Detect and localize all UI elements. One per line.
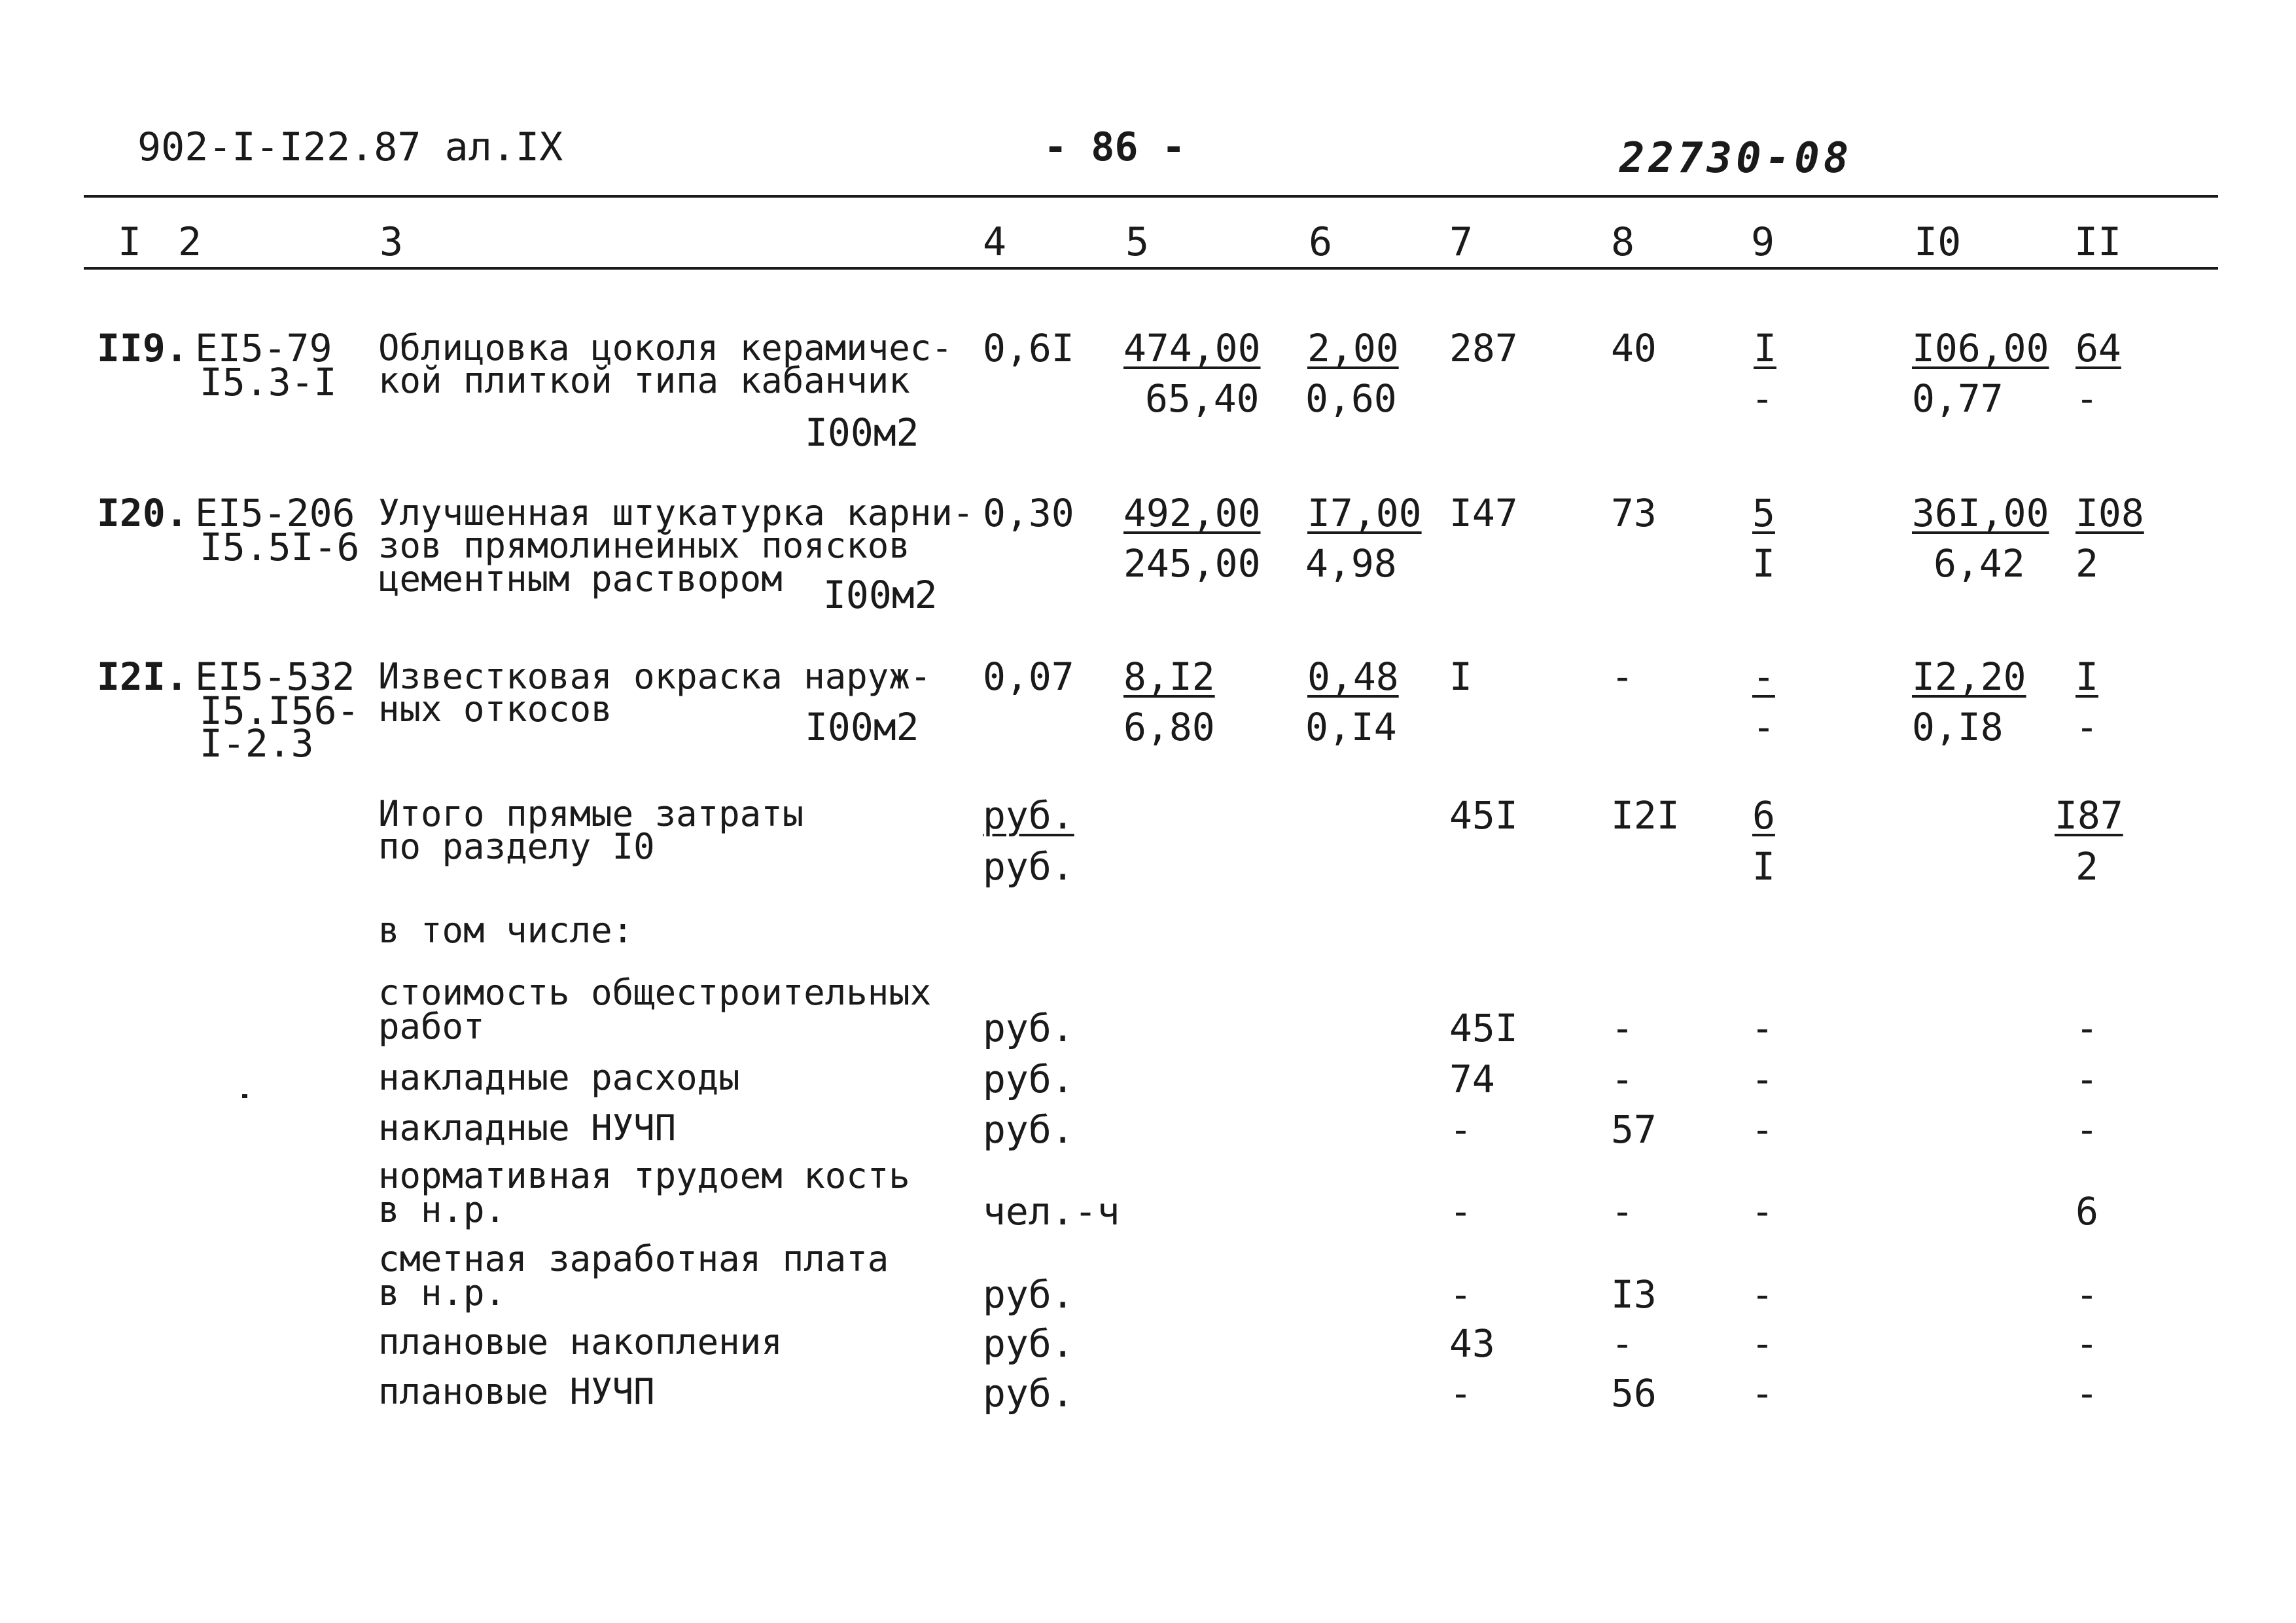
breakdown-col11: - (2075, 1321, 2098, 1366)
col8-value: 73 (1611, 491, 1657, 535)
row-number: I2I. (97, 654, 188, 699)
col9-top: I (1754, 326, 1776, 370)
norm-code: ЕI5-79 (195, 326, 332, 370)
breakdown-col11: - (2075, 1006, 2098, 1050)
unit-cost: 8,I2 (1123, 654, 1215, 699)
breakdown-unit: руб. (983, 1272, 1074, 1317)
total-label: по разделу I0 (378, 826, 655, 867)
breakdown-unit: руб. (983, 1107, 1074, 1152)
total-col11-top: I87 (2055, 793, 2123, 838)
machine-wage: 4,98 (1305, 541, 1397, 586)
col-header-2: 2 (178, 219, 202, 265)
norm-code: I-2.3 (200, 721, 314, 766)
breakdown-col8: 56 (1611, 1371, 1657, 1416)
breakdown-col7: - (1449, 1272, 1472, 1317)
breakdown-label: нормативная трудоем кость (378, 1155, 910, 1196)
row-number: I20. (97, 491, 188, 535)
col8-value: - (1611, 654, 1634, 699)
total-cost: I47 (1449, 491, 1518, 535)
norm-code: I5.3-I (200, 360, 337, 404)
breakdown-col11: 6 (2075, 1189, 2098, 1234)
col-header-8: 8 (1611, 219, 1635, 265)
col-header-5: 5 (1125, 219, 1150, 265)
machine-wage: 0,I4 (1305, 705, 1397, 749)
total-col9-bottom: I (1752, 844, 1775, 889)
breakdown-col9: - (1751, 1371, 1774, 1416)
breakdown-label: стоимость общестроительных (378, 972, 932, 1013)
breakdown-unit: руб. (983, 1057, 1074, 1101)
measure-unit: I00м2 (805, 410, 919, 455)
total-col11-bottom: 2 (2075, 844, 2098, 889)
document-code: 902-I-I22.87 ал.IX (137, 124, 563, 170)
measure-unit: I00м2 (805, 705, 919, 749)
col11-bottom: - (2075, 705, 2098, 749)
breakdown-col7: 45I (1449, 1006, 1518, 1050)
breakdown-unit: чел.-ч (983, 1189, 1120, 1234)
breakdown-label: работ (378, 1006, 485, 1047)
col10-top: I2,20 (1912, 654, 2026, 699)
total-col8: I2I (1611, 793, 1680, 838)
col-header-1: I (118, 219, 142, 265)
total-col9-top: 6 (1752, 793, 1775, 838)
breakdown-col9: - (1751, 1107, 1774, 1152)
work-description: зов прямолинейных поясков (378, 525, 910, 566)
unit-cost: 492,00 (1123, 491, 1261, 535)
total-cost: 287 (1449, 326, 1518, 370)
breakdown-col11: - (2075, 1057, 2098, 1101)
breakdown-col8: - (1611, 1321, 1634, 1366)
col-header-7: 7 (1449, 219, 1474, 265)
breakdown-col11: - (2075, 1107, 2098, 1152)
breakdown-label: плановые накопления (378, 1321, 783, 1363)
col-header-3: 3 (380, 219, 404, 265)
breakdown-col8: 57 (1611, 1107, 1657, 1152)
breakdown-col9: - (1751, 1057, 1774, 1101)
norm-code: ЕI5-532 (195, 654, 355, 699)
norm-code: I5.5I-6 (200, 525, 360, 569)
breakdown-label: в н.р. (378, 1189, 506, 1230)
breakdown-col7: 43 (1449, 1321, 1495, 1366)
col9-top: - (1752, 654, 1775, 699)
breakdown-col7: - (1449, 1189, 1472, 1234)
work-description: ных откосов (378, 688, 612, 730)
col9-bottom: - (1752, 705, 1775, 749)
col10-bottom: 0,I8 (1912, 705, 2004, 749)
breakdown-label: сметная заработная плата (378, 1238, 889, 1279)
quantity: 0,07 (983, 654, 1074, 699)
including-label: в том числе: (378, 910, 634, 951)
breakdown-col8: - (1611, 1189, 1634, 1234)
document-number: 22730-08 (1619, 134, 1853, 183)
col10-bottom: 0,77 (1912, 376, 2004, 421)
col10-top: I06,00 (1912, 326, 2049, 370)
col-header-6: 6 (1309, 219, 1333, 265)
unit-wage: 245,00 (1123, 541, 1261, 586)
quantity: 0,6I (983, 326, 1074, 370)
col-header-11: II (2074, 219, 2122, 265)
col8-value: 40 (1611, 326, 1657, 370)
col10-top: 36I,00 (1912, 491, 2049, 535)
work-description: Улучшенная штукатурка карни- (378, 492, 974, 533)
norm-code: ЕI5-206 (195, 491, 355, 535)
breakdown-label: накладные расходы (378, 1057, 740, 1098)
breakdown-col9: - (1751, 1006, 1774, 1050)
header-rule (84, 267, 2218, 270)
breakdown-col11: - (2075, 1371, 2098, 1416)
breakdown-label: плановые НУЧП (378, 1371, 655, 1412)
breakdown-col8: - (1611, 1057, 1634, 1101)
quantity: 0,30 (983, 491, 1074, 535)
norm-code: I5.I56- (200, 688, 360, 733)
breakdown-col11: - (2075, 1272, 2098, 1317)
col11-top: I08 (2075, 491, 2144, 535)
total-label: Итого прямые затраты (378, 793, 804, 834)
scan-speck (242, 1094, 247, 1098)
machine-cost: 2,00 (1307, 326, 1399, 370)
col11-bottom: 2 (2075, 541, 2098, 586)
col11-top: 64 (2075, 326, 2121, 370)
machine-cost: I7,00 (1307, 491, 1422, 535)
breakdown-unit: руб. (983, 1006, 1074, 1050)
breakdown-col9: - (1751, 1189, 1774, 1234)
unit-wage: 65,40 (1145, 376, 1260, 421)
breakdown-col7: 74 (1449, 1057, 1495, 1101)
top-rule (84, 195, 2218, 198)
breakdown-col7: - (1449, 1371, 1472, 1416)
breakdown-col9: - (1751, 1321, 1774, 1366)
work-description: Известковая окраска наруж- (378, 656, 932, 697)
breakdown-col8: - (1611, 1006, 1634, 1050)
col9-top: 5 (1752, 491, 1775, 535)
col-header-9: 9 (1751, 219, 1775, 265)
col9-bottom: I (1752, 541, 1775, 586)
col11-bottom: - (2075, 376, 2098, 421)
unit-cost: 474,00 (1123, 326, 1261, 370)
breakdown-unit: руб. (983, 1371, 1074, 1416)
breakdown-col7: - (1449, 1107, 1472, 1152)
total-cost: I (1449, 654, 1472, 699)
total-unit: руб. (983, 793, 1074, 838)
total-unit: руб. (983, 844, 1074, 889)
breakdown-label: в н.р. (378, 1272, 506, 1313)
breakdown-unit: руб. (983, 1321, 1074, 1366)
col11-top: I (2075, 654, 2098, 699)
col9-bottom: - (1751, 376, 1774, 421)
measure-unit: I00м2 (823, 573, 938, 617)
total-col7: 45I (1449, 793, 1518, 838)
work-description: цементным раствором (378, 558, 783, 599)
col-header-10: I0 (1914, 219, 1962, 265)
row-number: II9. (97, 326, 188, 370)
breakdown-col9: - (1751, 1272, 1774, 1317)
unit-wage: 6,80 (1123, 705, 1215, 749)
col10-bottom: 6,42 (1934, 541, 2025, 586)
machine-wage: 0,60 (1305, 376, 1397, 421)
breakdown-label: накладные НУЧП (378, 1107, 677, 1149)
machine-cost: 0,48 (1307, 654, 1399, 699)
work-description: Облицовка цоколя керамичес- (378, 327, 953, 368)
breakdown-col8: I3 (1611, 1272, 1657, 1317)
page-number: - 86 - (1044, 124, 1186, 170)
work-description: кой плиткой типа кабанчик (378, 360, 910, 401)
col-header-4: 4 (983, 219, 1007, 265)
